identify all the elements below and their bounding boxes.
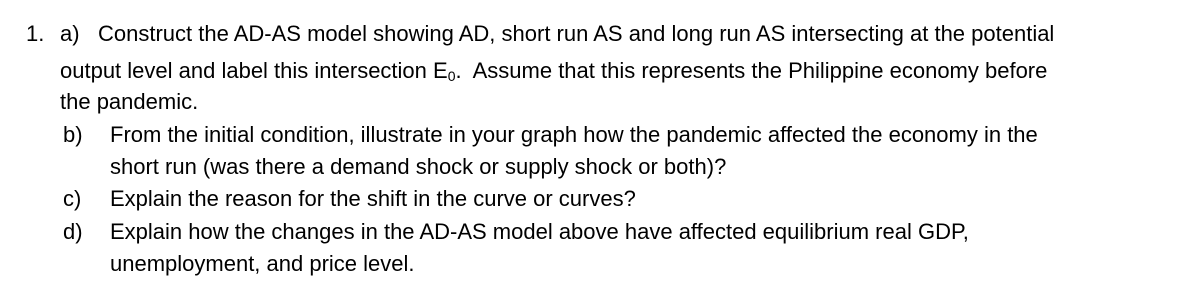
part-d-line-2: unemployment, and price level. xyxy=(110,251,415,276)
part-c-marker: c) xyxy=(63,186,82,211)
equilibrium-subscript: 0 xyxy=(447,68,456,84)
part-d-marker: d) xyxy=(63,219,83,244)
part-a-line-2-tail: . Assume that this represents the Philippine economy before xyxy=(455,58,1048,83)
part-b-line-1: From the initial condition, illustrate in your graph how the pandemic affected the economy in the xyxy=(110,122,1038,147)
question-number: 1. xyxy=(26,21,45,46)
part-b-line-2: short run (was there a demand shock or supply shock or both)? xyxy=(110,154,727,179)
part-a-line-3: the pandemic. xyxy=(60,89,199,114)
part-a-line-2-head: output level and label this intersection E xyxy=(60,58,448,83)
part-a-marker: a) xyxy=(60,21,80,46)
part-c-line-1: Explain the reason for the shift in the curve or curves? xyxy=(110,186,636,211)
part-a-line-2 xyxy=(60,55,1047,87)
part-a-line-1: Construct the AD-AS model showing AD, short run AS and long run AS intersecting at the potential xyxy=(98,21,1055,46)
part-d-line-1: Explain how the changes in the AD-AS model above have affected equilibrium real GDP, xyxy=(110,219,969,244)
part-b-marker: b) xyxy=(63,122,83,147)
